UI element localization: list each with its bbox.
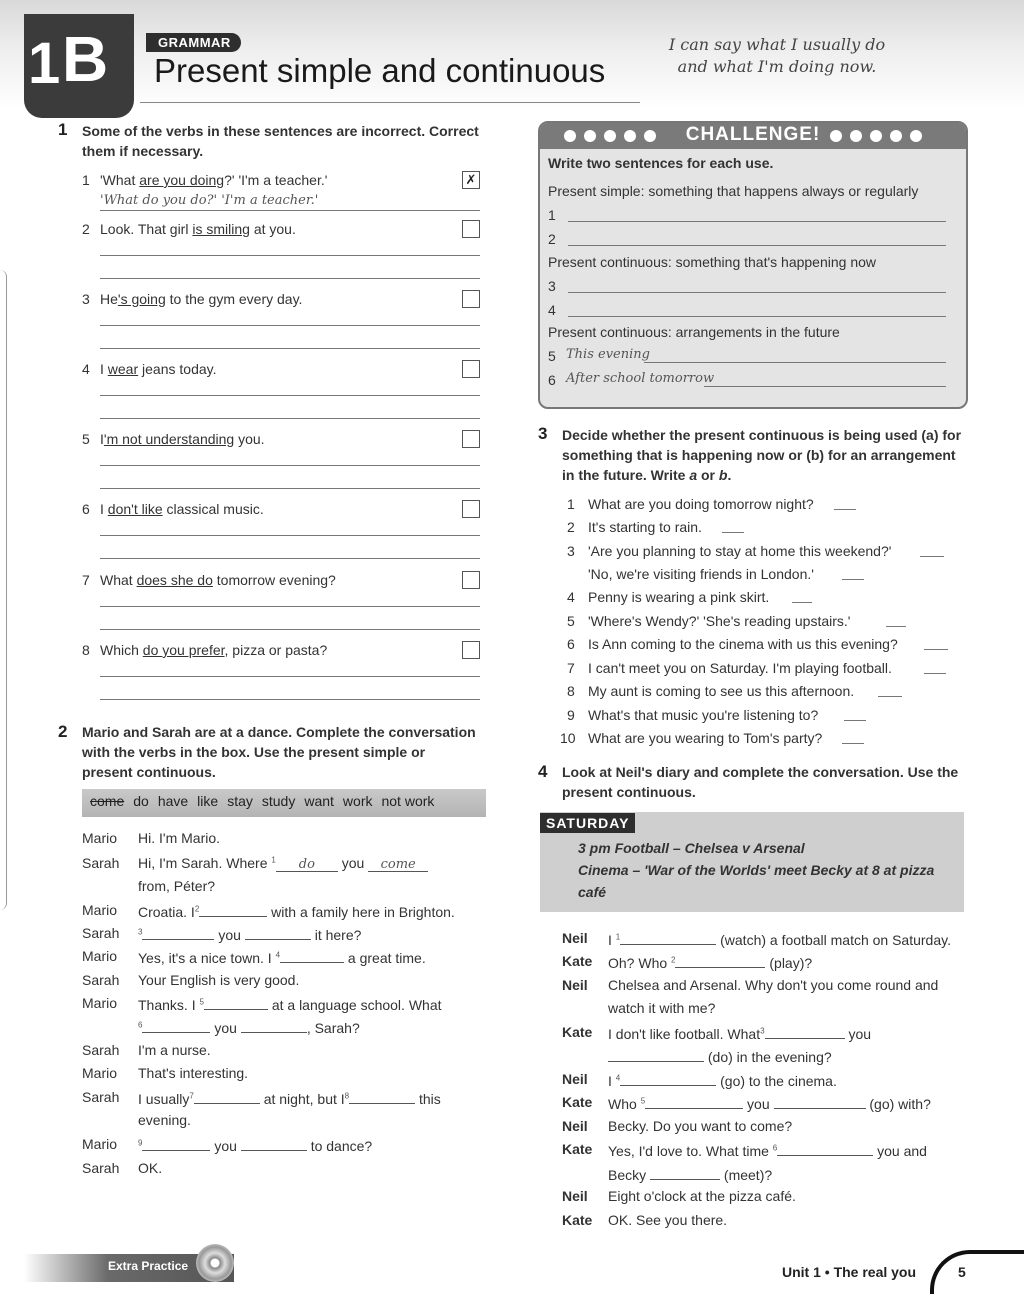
item-text: at you. [249,221,296,237]
speaker-name: Mario [82,830,118,846]
correct-checkbox[interactable] [462,360,480,378]
exercise-1-item [82,170,452,190]
exercise-3-item-number: 5 [567,613,575,629]
speaker-name: Neil [562,977,588,993]
unit-number: 1 [28,31,61,96]
challenge-prompt: This evening [566,347,650,362]
answer-line[interactable] [100,348,480,349]
item-verb: are you doing [139,172,225,188]
answer-line[interactable] [100,629,480,630]
diary-blank-4[interactable] [620,1071,716,1086]
speaker-name: Neil [562,1118,588,1134]
item-text: I [100,501,108,517]
exercise-3-item: What's that music you're listening to? [588,707,819,723]
exercise-3-item-number: 8 [567,683,575,699]
speaker-name: Mario [82,1065,118,1081]
conversation-line-7: Thanks. I $^5$ at a language school. What [138,997,442,1013]
conversation-line-9: That's interesting. [138,1065,249,1081]
blank-5[interactable] [204,995,268,1010]
exercise-3-instruction: Decide whether the present continuous is being used (a) for something that is happening now or (b) for an arrangement in the future. Write a or b. [562,427,962,483]
conversation-line-6: Your English is very good. [138,972,300,988]
correct-checkbox[interactable] [462,430,480,448]
item-verb: 'm not understanding [103,431,235,447]
challenge-answer-line[interactable] [568,245,946,246]
challenge-line-number: 3 [548,278,556,294]
diary-line-7: Becky. Do you want to come? [608,1118,793,1134]
answer-blank[interactable] [886,626,906,627]
challenge-answer-line[interactable] [568,221,946,222]
item-text: ?' 'I'm a teacher.' [224,172,328,188]
item-text: to the gym every day. [165,291,303,307]
answer-line[interactable] [100,558,480,559]
item-verb: do you prefer [142,642,225,658]
challenge-heading-3: Present continuous: arrangements in the future [548,324,840,340]
footer-arc [930,1250,1024,1294]
conversation-line-4: $^3$ you it here? [138,927,362,943]
speaker-name: Kate [562,1094,593,1110]
exercise-1-item [82,429,452,449]
answer-line[interactable] [100,210,480,211]
challenge-instruction: Write two sentences for each use. [548,155,774,171]
verb-like: like [197,793,219,809]
conversation-line-2: Hi, I'm Sarah. Where $^1$ do you come [138,855,498,872]
item-verb: don't like [107,501,163,517]
conversation-line-8: I'm a nurse. [138,1042,211,1058]
item-text: jeans today. [138,361,217,377]
speaker-name: Mario [82,995,118,1011]
diary-blank-2[interactable] [675,953,765,968]
section-label: GRAMMAR [146,33,241,52]
diary-blank-5[interactable] [645,1094,743,1109]
diary-line-6: Who $^5$ you (go) with? [608,1096,931,1112]
conversation-line-5: Yes, it's a nice town. I $^4$ a great time. [138,950,426,966]
answer-blank[interactable] [722,532,744,533]
answer-line[interactable] [100,395,480,396]
diary-line-8: Yes, I'd love to. What time $^6$ you and [608,1143,927,1159]
speaker-name: Mario [82,902,118,918]
verb-list [82,789,486,811]
conversation-line-1: Hi. I'm Mario. [138,830,221,846]
exercise-3-number: 3 [538,424,548,443]
answer-blank[interactable] [924,673,946,674]
speaker-name: Kate [562,1024,593,1040]
item-text: I [100,361,108,377]
correct-checkbox[interactable] [462,220,480,238]
exercise-3-item-number: 7 [567,660,575,676]
correct-checkbox[interactable] [462,500,480,518]
correct-checkbox[interactable] [462,290,480,308]
answer-1b[interactable]: come [368,857,428,872]
exercise-4-number: 4 [538,762,548,781]
diary-line-10: OK. See you there. [608,1212,728,1228]
item-text: tomorrow evening? [212,572,336,588]
item-text: 'What [100,172,140,188]
footer-unit: Unit 1 • The real you [782,1264,917,1280]
diary-line-4b: (do) in the evening? [608,1047,968,1065]
exercise-2-number: 2 [58,722,68,741]
challenge-answer-line[interactable] [704,386,946,387]
challenge-title: CHALLENGE! [685,124,821,145]
item-text: Look. That girl [100,221,193,237]
answer-blank[interactable] [844,720,866,721]
challenge-answer-line[interactable] [568,292,946,293]
diary-line-3b: watch it with me? [608,1000,716,1016]
verb-want: want [304,793,334,809]
handwritten-answer: 'What do you do?' 'I'm a teacher.' [100,193,319,208]
answer-line[interactable] [100,325,480,326]
speaker-name: Kate [562,1212,593,1228]
speaker-name: Sarah [82,1089,120,1105]
item-number: 1 [82,172,90,188]
blank-3[interactable] [142,925,214,940]
exercise-3-item-number: 4 [567,589,575,605]
exercise-1-item [82,640,452,660]
diary-blank-6[interactable] [777,1141,873,1156]
answer-line[interactable] [100,676,480,677]
exercise-3-item: My aunt is coming to see us this afternoon. [588,683,855,699]
exercise-3-item-number: 9 [567,707,575,723]
blank-2[interactable] [199,902,267,917]
speaker-name: Kate [562,1141,593,1157]
verb-stay: stay [227,793,253,809]
item-verb: does she do [136,572,213,588]
answer-blank[interactable] [834,509,856,510]
answer-line[interactable] [100,606,480,607]
exercise-3-item: 'No, we're visiting friends in London.' [588,566,814,582]
challenge-answer-line[interactable] [568,316,946,317]
item-text: Which [100,642,143,658]
exercise-3-item: I can't meet you on Saturday. I'm playing football. [588,660,892,676]
answer-blank[interactable] [878,696,902,697]
conversation-line-2b: from, Péter? [138,878,216,894]
cd-icon [196,1244,234,1282]
answer-blank[interactable] [924,649,948,650]
answer-blank[interactable] [920,556,944,557]
answer-blank[interactable] [792,602,812,603]
page-number: 5 [958,1264,966,1280]
diary-line-5: I $^4$ (go) to the cinema. [608,1073,837,1089]
diary-line-4: I don't like football. What$^3$ you [608,1026,872,1042]
speaker-name: Neil [562,1188,588,1204]
speaker-name: Neil [562,930,588,946]
extra-practice-label: Extra Practice [108,1259,189,1273]
challenge-line-number: 6 [548,372,556,388]
diary-blank-5b[interactable] [774,1094,866,1109]
answer-line[interactable] [100,255,480,256]
verb-come: come [90,793,125,809]
diary-blank-1[interactable] [620,930,716,945]
speaker-name: Sarah [82,855,120,871]
answer-line[interactable] [100,465,480,466]
blank-3b[interactable] [245,925,311,940]
item-number: 8 [82,642,90,658]
correct-checkbox[interactable]: ✗ [462,171,480,189]
correct-checkbox[interactable] [462,641,480,659]
blank-6b[interactable] [241,1018,307,1033]
speaker-name: Kate [562,953,593,969]
challenge-answer-line[interactable] [644,362,946,363]
item-text: What [100,572,137,588]
diary-line-8b: Becky (meet)? [608,1167,773,1183]
item-text: classical music. [162,501,264,517]
item-number: 4 [82,361,90,377]
diary-line-3: Chelsea and Arsenal. Why don't you come round and [608,977,939,993]
exercise-1-number: 1 [58,120,68,139]
blank-7[interactable] [194,1089,260,1104]
speaker-name: Neil [562,1071,588,1087]
blank-4[interactable] [280,948,344,963]
conversation-line-12: OK. [138,1160,163,1176]
conversation-line-11: $^9$ you to dance? [138,1138,373,1154]
diary-line-9: Eight o'clock at the pizza café. [608,1188,796,1204]
title-underline [140,102,640,103]
exercise-4-instruction: Look at Neil's diary and complete the conversation. Use the present continuous. [562,764,959,800]
speaker-name: Sarah [82,972,120,988]
correct-checkbox[interactable] [462,571,480,589]
exercise-2-instruction: Mario and Sarah are at a dance. Complete the conversation with the verbs in the box. Use the present simple or present continuous. [82,724,476,780]
exercise-3-item-number: 10 [560,730,576,746]
exercise-3-item-number: 1 [567,496,575,512]
conversation-line-10b: evening. [138,1112,191,1128]
item-number: 5 [82,431,90,447]
challenge-prompt: After school tomorrow [566,371,715,386]
challenge-heading-1: Present simple: something that happens always or regularly [548,183,919,199]
diary-day: SATURDAY [540,813,635,833]
answer-line[interactable] [100,418,480,419]
verb-not-work: not work [381,793,435,809]
verb-study: study [261,793,296,809]
answer-line[interactable] [100,535,480,536]
blank-8[interactable] [349,1089,415,1104]
diary-entry-3: café [578,884,607,900]
exercise-1-item [82,289,452,309]
exercise-3-item: What are you wearing to Tom's party? [588,730,823,746]
item-verb: wear [107,361,139,377]
speaker-name: Mario [82,1136,118,1152]
answer-blank[interactable] [842,743,864,744]
item-verb: is smiling [192,221,250,237]
item-text: I [100,431,104,447]
conversation-line-7b: $^6$ you , Sarah? [138,1020,360,1036]
challenge-line-number: 2 [548,231,556,247]
item-verb: 's going [117,291,166,307]
unit-letter: B [62,23,109,95]
exercise-3-item: Is Ann coming to the cinema with us this evening? [588,636,898,652]
item-text: you. [234,431,265,447]
conversation-line-10: I usually$^7$ at night, but $I^8$ this [138,1091,441,1107]
speaker-name: Sarah [82,1160,120,1176]
exercise-1-item [82,570,452,590]
diary-entry-2: Cinema – 'War of the Worlds' meet Becky at 8 at pizza [578,862,935,878]
exercise-1-instruction: Some of the verbs in these sentences are incorrect. Correct them if necessary. [82,123,479,159]
answer-line[interactable] [100,488,480,489]
blank-9b[interactable] [241,1136,307,1151]
diary-line-1: I $^1$ (watch) a football match on Saturday. [608,932,951,948]
diary-line-2: Oh? Who $^2$ (play)? [608,955,813,971]
item-number: 2 [82,221,90,237]
verb-box [82,789,486,817]
exercise-3-item: It's starting to rain. [588,519,702,535]
exercise-3-item-number: 6 [567,636,575,652]
verb-do: do [133,793,149,809]
blank-6[interactable] [142,1018,210,1033]
exercise-3-item: 'Are you planning to stay at home this weekend?' [588,543,892,559]
exercise-1-item [82,499,452,519]
conversation-line-3: Croatia. $I^2$ with a family here in Brighton. [138,904,455,920]
verb-have: have [157,793,189,809]
speaker-name: Sarah [82,1042,120,1058]
exercise-3-item: What are you doing tomorrow night? [588,496,814,512]
exercise-1-item [82,219,452,239]
diary-blank-3[interactable] [765,1024,845,1039]
verb-work: work [342,793,373,809]
exercise-3-item: 'Where's Wendy?' 'She's reading upstairs.' [588,613,851,629]
speaker-name: Mario [82,948,118,964]
item-text: He [100,291,118,307]
answer-line[interactable] [100,699,480,700]
diary-blank-3b[interactable] [608,1047,704,1062]
page-edge [0,270,7,910]
speaker-name: Sarah [82,925,120,941]
challenge-line-number: 4 [548,302,556,318]
exercise-3-item: Penny is wearing a pink skirt. [588,589,770,605]
exercise-1-item [82,359,452,379]
item-number: 6 [82,501,90,517]
exercise-3-item-number: 3 [567,543,575,559]
blank-9[interactable] [142,1136,210,1151]
page-subtitle: I can say what I usually do and what I'm doing now. [668,35,886,76]
challenge-heading-2: Present continuous: something that's happening now [548,254,877,270]
challenge-line-number: 1 [548,207,556,223]
challenge-line-number: 5 [548,348,556,364]
diary-entry-1: 3 pm Football – Chelsea v Arsenal [578,840,805,856]
item-number: 7 [82,572,90,588]
page-title: Present simple and continuous [154,52,606,89]
diary-blank-6b[interactable] [650,1165,720,1180]
answer-blank[interactable] [842,579,864,580]
item-text: , pizza or pasta? [224,642,328,658]
item-number: 3 [82,291,90,307]
answer-line[interactable] [100,278,480,279]
exercise-3-item-number: 2 [567,519,575,535]
answer-1[interactable]: do [276,857,338,872]
